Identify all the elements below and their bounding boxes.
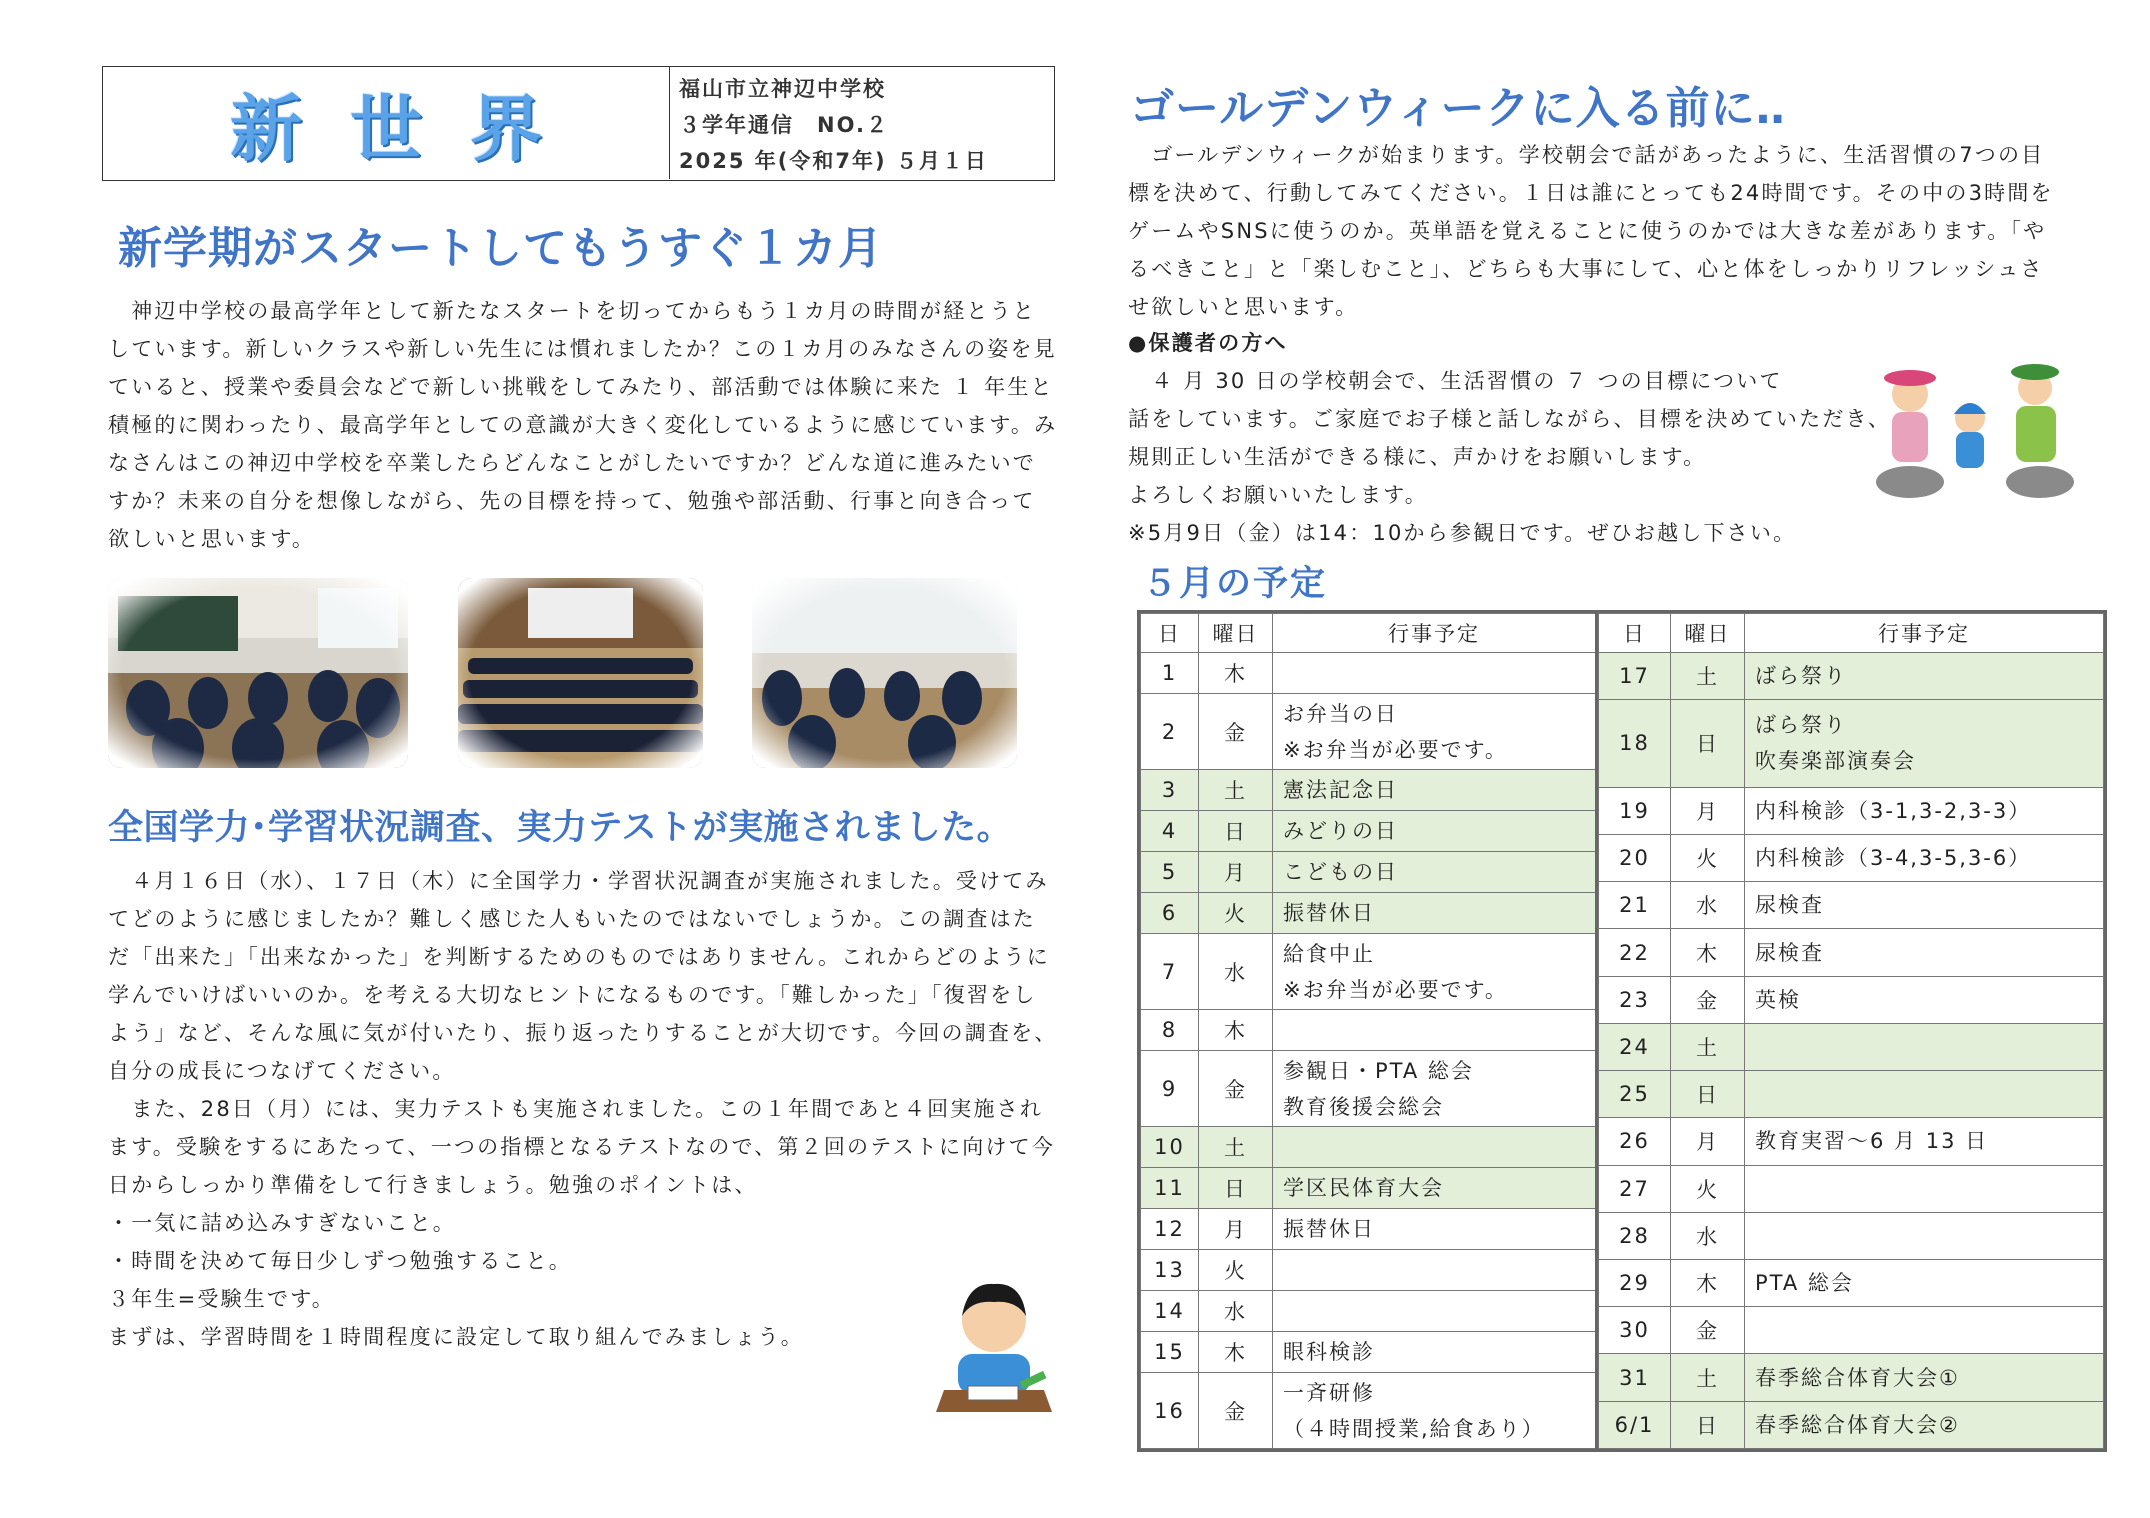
schedule-event — [1273, 1332, 1597, 1373]
header-event: 行事予定 — [1273, 614, 1597, 653]
schedule-day: 19 — [1599, 787, 1671, 834]
schedule-row — [1141, 811, 1597, 852]
schedule-event-line: みどりの日 — [1283, 819, 1398, 843]
exam-student-line: ３年生=受験生です。 — [108, 1287, 335, 1311]
schedule-row — [1141, 1332, 1597, 1373]
schedule-event — [1273, 653, 1597, 694]
schedule-event-line: 振替休日 — [1283, 1217, 1375, 1241]
schedule-day: 5 — [1141, 852, 1199, 893]
schedule-weekday: 土 — [1671, 1354, 1745, 1401]
schedule-row — [1141, 1250, 1597, 1291]
schedule-weekday: 日 — [1671, 1071, 1745, 1118]
schedule-weekday: 火 — [1199, 893, 1273, 934]
schedule-row — [1599, 1118, 2104, 1165]
schedule-event-line: 内科検診（3-4,3-5,3-6） — [1755, 846, 2032, 871]
heading-survey: 全国学力･学習状況調査、実力テストが実施されました。 — [108, 808, 1013, 848]
schedule-event — [1745, 1259, 2104, 1306]
schedule-day: 30 — [1599, 1307, 1671, 1354]
may-schedule-table — [1137, 610, 2107, 1452]
schedule-weekday: 火 — [1199, 1250, 1273, 1291]
schedule-event — [1745, 1307, 2104, 1354]
schedule-day: 2 — [1141, 694, 1199, 770]
schedule-weekday: 金 — [1199, 694, 1273, 770]
schedule-weekday: 水 — [1671, 882, 1745, 929]
schedule-day: 10 — [1141, 1127, 1199, 1168]
schedule-event-line: 尿検査 — [1755, 893, 1824, 918]
schedule-event-line: 給食中止 — [1283, 941, 1375, 966]
heading-may-schedule: ５月の予定 — [1142, 564, 1328, 604]
schedule-row — [1599, 834, 2104, 881]
schedule-event — [1745, 1401, 2104, 1448]
masthead — [102, 66, 1055, 181]
schedule-row — [1599, 929, 2104, 976]
schedule-day: 15 — [1141, 1332, 1199, 1373]
schedule-event — [1745, 882, 2104, 929]
schedule-row — [1141, 1373, 1597, 1449]
schedule-event-line: 学区民体育大会 — [1283, 1176, 1444, 1200]
schedule-event-line: 英検 — [1755, 987, 1801, 1012]
schedule-weekday: 金 — [1199, 1373, 1273, 1449]
schedule-event-line: 春季総合体育大会① — [1755, 1365, 1960, 1390]
schedule-header-row — [1599, 614, 2104, 653]
guardians-line-2: 話をしています。ご家庭でお子様と話しながら、目標を決めていただき、 — [1128, 407, 1892, 431]
paragraph-survey — [108, 862, 1058, 1356]
schedule-day: 6/1 — [1599, 1401, 1671, 1448]
schedule-row — [1599, 1401, 2104, 1448]
schedule-day: 6 — [1141, 893, 1199, 934]
schedule-event-line: PTA 総会 — [1755, 1271, 1854, 1296]
header-day: 日 — [1141, 614, 1199, 653]
schedule-event — [1273, 934, 1597, 1010]
masthead-info — [679, 71, 988, 179]
schedule-weekday: 金 — [1671, 1307, 1745, 1354]
schedule-row — [1141, 770, 1597, 811]
schedule-event — [1745, 653, 2104, 700]
heading-golden-week: ゴールデンウィークに入る前に‥ — [1130, 83, 1786, 134]
schedule-row — [1599, 882, 2104, 929]
schedule-day: 9 — [1141, 1051, 1199, 1127]
schedule-day: 12 — [1141, 1209, 1199, 1250]
schedule-day: 11 — [1141, 1168, 1199, 1209]
header-weekday: 曜日 — [1199, 614, 1273, 653]
schedule-weekday: 日 — [1199, 1168, 1273, 1209]
schedule-event-line: 振替休日 — [1283, 901, 1375, 925]
schedule-row — [1141, 694, 1597, 770]
schedule-weekday: 月 — [1199, 852, 1273, 893]
schedule-row — [1599, 976, 2104, 1023]
schedule-event — [1745, 1212, 2104, 1259]
schedule-event — [1273, 694, 1597, 770]
schedule-event — [1273, 1051, 1597, 1127]
schedule-day: 8 — [1141, 1010, 1199, 1051]
schedule-day: 21 — [1599, 882, 1671, 929]
schedule-event — [1273, 1291, 1597, 1332]
schedule-weekday: 日 — [1671, 700, 1745, 788]
schedule-day: 24 — [1599, 1023, 1671, 1070]
schedule-weekday: 日 — [1671, 1401, 1745, 1448]
schedule-event-line: （４時間授業,給食あり） — [1283, 1416, 1545, 1441]
schedule-weekday: 木 — [1199, 1010, 1273, 1051]
schedule-row — [1141, 1051, 1597, 1127]
schedule-day: 29 — [1599, 1259, 1671, 1306]
schedule-event — [1745, 1118, 2104, 1165]
schedule-day: 27 — [1599, 1165, 1671, 1212]
schedule-weekday: 土 — [1199, 1127, 1273, 1168]
schedule-event — [1273, 770, 1597, 811]
schedule-event — [1745, 1165, 2104, 1212]
schedule-row — [1141, 1127, 1597, 1168]
schedule-row — [1599, 1259, 2104, 1306]
schedule-row — [1599, 653, 2104, 700]
school-name: 福山市立神辺中学校 — [679, 77, 886, 101]
schedule-event-line: ※お弁当が必要です。 — [1283, 977, 1508, 1002]
schedule-event — [1745, 787, 2104, 834]
schedule-weekday: 土 — [1199, 770, 1273, 811]
schedule-event-line: 眼科検診 — [1283, 1340, 1375, 1364]
schedule-row — [1599, 1071, 2104, 1118]
schedule-row — [1599, 1212, 2104, 1259]
schedule-event-line: 春季総合体育大会② — [1755, 1412, 1960, 1437]
schedule-day: 26 — [1599, 1118, 1671, 1165]
schedule-event-line: お弁当の日 — [1283, 701, 1398, 726]
schedule-weekday: 月 — [1199, 1209, 1273, 1250]
studying-student-illustration — [928, 1272, 1060, 1432]
schedule-event-line: こどもの日 — [1283, 860, 1398, 884]
schedule-event-line: 参観日・PTA 総会 — [1283, 1058, 1474, 1083]
schedule-day: 22 — [1599, 929, 1671, 976]
classroom-photo — [108, 578, 408, 768]
schedule-event-line: ばら祭り — [1755, 713, 1847, 738]
study-point-1: ・一気に詰め込みすぎないこと。 — [108, 1211, 456, 1235]
schedule-day: 4 — [1141, 811, 1199, 852]
schedule-table-right — [1598, 613, 2104, 1449]
guardians-line-5: ※5月9日（金）は14：10から参観日です。ぜひお越し下さい。 — [1128, 521, 1797, 545]
heading-new-term: 新学期がスタートしてもうすぐ１カ月 — [118, 223, 883, 274]
schedule-event-line: ※お弁当が必要です。 — [1283, 737, 1508, 762]
schedule-row — [1141, 934, 1597, 1010]
paragraph-golden-week: ゴールデンウィークが始まります。学校朝会で話があったように、生活習慣の7つの目標を決めて、行動してみてください。１日は誰にとっても24時間です。その中の3時間をゲームやSNSに使うのか。英単語を覚えることに使うのかでは大きな差があります。「やるべきこと」と「楽しむこと」、どちらも大事にして、心と体をしっかりリフレッシュさせ欲しいと思います。 — [1128, 143, 2054, 319]
guardians-line-1: ４ 月 30 日の学校朝会で、生活習慣の ７ つの目標について — [1128, 369, 1783, 393]
schedule-day: 25 — [1599, 1071, 1671, 1118]
schedule-event-line: 教育実習～6 月 13 日 — [1755, 1129, 1989, 1154]
family-illustration — [1870, 352, 2080, 502]
newsletter-title-box — [103, 67, 670, 179]
schedule-row — [1141, 1291, 1597, 1332]
schedule-event — [1745, 1071, 2104, 1118]
schedule-day: 16 — [1141, 1373, 1199, 1449]
schedule-row — [1141, 852, 1597, 893]
schedule-row — [1141, 893, 1597, 934]
schedule-event — [1273, 852, 1597, 893]
schedule-weekday: 金 — [1199, 1051, 1273, 1127]
schedule-row — [1599, 1307, 2104, 1354]
header-event: 行事予定 — [1745, 614, 2104, 653]
schedule-weekday: 木 — [1199, 653, 1273, 694]
gym-photo — [458, 578, 703, 768]
schedule-day: 14 — [1141, 1291, 1199, 1332]
schedule-event-line: 教育後援会総会 — [1283, 1094, 1444, 1119]
schedule-event — [1273, 1127, 1597, 1168]
schedule-row — [1141, 1168, 1597, 1209]
schedule-event — [1745, 929, 2104, 976]
header-weekday: 曜日 — [1671, 614, 1745, 653]
guardians-notice-title: ●保護者の方へ — [1128, 331, 1288, 355]
schedule-day: 13 — [1141, 1250, 1199, 1291]
schedule-weekday: 月 — [1671, 1118, 1745, 1165]
schedule-event-line: 尿検査 — [1755, 940, 1824, 965]
schedule-row — [1599, 1354, 2104, 1401]
schedule-event — [1273, 811, 1597, 852]
schedule-event — [1745, 1354, 2104, 1401]
schedule-weekday: 金 — [1671, 976, 1745, 1023]
schedule-event — [1273, 1209, 1597, 1250]
schedule-day: 28 — [1599, 1212, 1671, 1259]
schedule-row — [1599, 700, 2104, 788]
schedule-day: 23 — [1599, 976, 1671, 1023]
schedule-day: 20 — [1599, 834, 1671, 881]
schedule-header-row — [1141, 614, 1597, 653]
schedule-weekday: 木 — [1199, 1332, 1273, 1373]
schedule-event — [1273, 1250, 1597, 1291]
schedule-weekday: 水 — [1199, 934, 1273, 1010]
schedule-row — [1599, 1165, 2104, 1212]
schedule-row — [1141, 1010, 1597, 1051]
schedule-event-line: 吹奏楽部演奏会 — [1755, 749, 1916, 774]
schedule-weekday: 火 — [1671, 1165, 1745, 1212]
schedule-event-line: 一斉研修 — [1283, 1380, 1375, 1405]
schedule-day: 17 — [1599, 653, 1671, 700]
study-point-2: ・時間を決めて毎日少しずつ勉強すること。 — [108, 1249, 572, 1273]
schedule-table-left — [1140, 613, 1598, 1449]
schedule-day: 3 — [1141, 770, 1199, 811]
schedule-weekday: 日 — [1199, 811, 1273, 852]
schedule-event-line: 内科検診（3-1,3-2,3-3） — [1755, 798, 2032, 823]
schedule-weekday: 木 — [1671, 1259, 1745, 1306]
schedule-event — [1273, 1010, 1597, 1051]
guardians-line-4: よろしくお願いいたします。 — [1128, 483, 1428, 507]
schedule-event-line: 憲法記念日 — [1283, 778, 1398, 802]
schedule-row — [1599, 1023, 2104, 1070]
schedule-event-line: ばら祭り — [1755, 664, 1847, 689]
paragraph-new-term: 神辺中学校の最高学年として新たなスタートを切ってからもう１カ月の時間が経とうとしています。新しいクラスや新しい先生には慣れましたか？この１カ月のみなさんの姿を見ていると、授業や委員会などで新しい挑戦をしてみたり、部活動では体験に来た １ 年生と積極的に関わったり、最高学年としての意識が大きく変化しているように感じています。みなさんはこの神辺中学校を卒業したらどんなことがしたいですか？どんな道に進みたいですか？未来の自分を想像しながら、先の目標を持って、勉強や部活動、行事と向き合って欲しいと思います。 — [108, 299, 1058, 551]
schedule-weekday: 木 — [1671, 929, 1745, 976]
schedule-row — [1599, 787, 2104, 834]
schedule-day: 7 — [1141, 934, 1199, 1010]
schedule-event — [1273, 1373, 1597, 1449]
schedule-event — [1745, 700, 2104, 788]
schedule-weekday: 土 — [1671, 653, 1745, 700]
schedule-weekday: 月 — [1671, 787, 1745, 834]
issue-date: 2025 年(令和7年) ５月１日 — [679, 149, 988, 173]
schedule-event — [1745, 976, 2104, 1023]
schedule-weekday: 水 — [1199, 1291, 1273, 1332]
schedule-row — [1141, 1209, 1597, 1250]
classroom-desks-photo — [752, 578, 1017, 768]
schedule-day: 1 — [1141, 653, 1199, 694]
newsletter-title: 新世界 — [229, 87, 590, 171]
schedule-event — [1745, 834, 2104, 881]
schedule-event — [1273, 1168, 1597, 1209]
survey-paragraph-2: また、28日（月）には、実力テストも実施されました。この１年間であと４回実施されます。受験をするにあたって、一つの指標となるテストなので、第２回のテストに向けて今日からしっかり準備をして行きましょう。勉強のポイントは、 — [108, 1097, 1055, 1197]
schedule-weekday: 火 — [1671, 834, 1745, 881]
schedule-row — [1141, 653, 1597, 694]
survey-paragraph-1: ４月１６日（水）、１７日（木）に全国学力・学習状況調査が実施されました。受けてみてどのように感じましたか？難しく感じた人もいたのではないでしょうか。この調査はただ「出来た」「出来なかった」を判断するためのものではありません。これからどのように学んでいけばいいのか。を考える大切なヒントになるものです。「難しかった」「復習をしよう」など、そんな風に気が付いたり、振り返ったりすることが大切です。今回の調査を、自分の成長につなげてください。 — [108, 869, 1058, 1083]
schedule-weekday: 水 — [1671, 1212, 1745, 1259]
schedule-event — [1273, 893, 1597, 934]
study-time-line: まずは、学習時間を１時間程度に設定して取り組んでみましょう。 — [108, 1325, 804, 1349]
schedule-day: 18 — [1599, 700, 1671, 788]
header-day: 日 — [1599, 614, 1671, 653]
schedule-day: 31 — [1599, 1354, 1671, 1401]
schedule-weekday: 土 — [1671, 1023, 1745, 1070]
schedule-event — [1745, 1023, 2104, 1070]
guardians-line-3: 規則正しい生活ができる様に、声かけをお願いします。 — [1128, 445, 1707, 469]
issue-number: ３学年通信 NO.２ — [679, 113, 889, 137]
